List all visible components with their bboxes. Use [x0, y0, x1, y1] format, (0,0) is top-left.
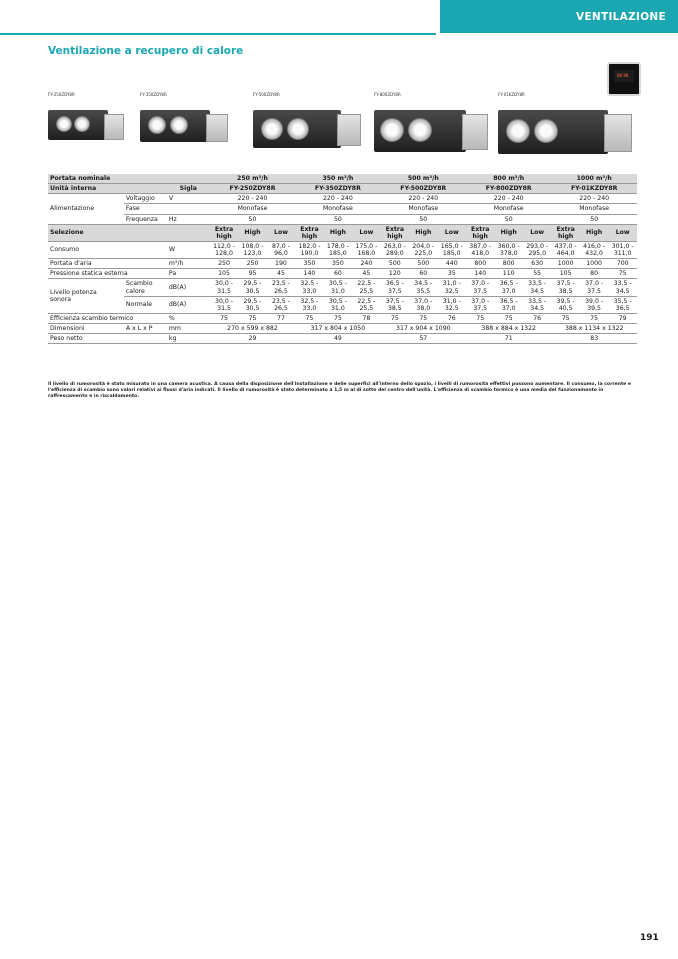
product-label: FY-800ZDY8R — [374, 92, 401, 97]
remote-controller-image — [607, 62, 641, 96]
product-label: FY-350ZDY8R — [140, 92, 167, 97]
row-efficienza: Efficienza scambio termico % 75 75 77 75 75 78 75 75 76 75 75 76 75 75 79 — [48, 313, 637, 323]
row-voltaggio: Alimentazione Voltaggio V 220 - 240 220 - 240 220 - 240 220 - 240 220 - 240 — [48, 194, 637, 204]
row-unita-interna: Unità interna Sigla FY-250ZDY8R FY-350ZDY8R FY-500ZDY8R FY-800ZDY8R FY-01KZDY8R — [48, 184, 637, 194]
row-consumo: Consumo W 112,0 - 128,0 108,0 - 123,0 87,0 - 96,0 182,0 - 190,0 178,0 - 185,0 175,0 - 168,0 263,0 - 289,0 204,0 - 225,0 165,0 - 185,0 387,0 - 418,0 360,0 - 378,0 293,0 - 295,0 437,0 - 464,0 416,0 - 432,0 301,0 - 311,0 — [48, 241, 637, 258]
row-livello-scambio: Livello potenza sonora Scambio calore dB(A) 30,0 - 31,5 29,5 - 30,5 23,5 - 26,5 32,5 - 33,0 30,5 - 31,0 22,5 - 25,5 36,5 - 37,5 34,5 - 35,5 31,0 - 32,5 37,0 - 37,5 36,5 - 37,0 33,5 - 34,5 37,5 - 38,5 37,0 - 37,5 33,5 - 34,5 — [48, 279, 637, 296]
row-portata-nominale: Portata nominale 250 m³/h 350 m³/h 500 m³/h 800 m³/h 1000 m³/h — [48, 174, 637, 184]
category-tab — [440, 0, 678, 33]
row-frequenza: Frequenza Hz 50 50 50 50 50 — [48, 214, 637, 224]
product-image-2 — [140, 92, 230, 146]
footnote: Il livello di rumorosità è stato misurato in una camera acustica. A causa della disposizione dell'installazione e delle superfici all'interno dello spazio, i livelli di rumorosità effettivi possono aumentare. Il consumo, la corrente e l'efficienza di scambio sono valori relativi ai flussi d'aria indicati. Il livello di rumorosità è stato determinato a 1,5 m al di sotto del centro dell'unità. L'efficienza di scambio termico è una media del funzionamento in raffrescamento e in riscaldamento. — [48, 382, 632, 400]
row-portata-aria: Portata d'aria m³/h 250 250 190 350 350 240 500 500 440 800 800 630 1000 1000 700 — [48, 259, 637, 269]
page-number: 191 — [640, 933, 659, 943]
product-label: FY-250ZDY8R — [48, 92, 75, 97]
row-livello-normale: Normale dB(A) 30,0 - 31,5 29,5 - 30,5 23,5 - 26,5 32,5 - 33,0 30,5 - 31,0 22,5 - 25,5 37,5 - 38,5 37,0 - 38,0 31,0 - 32,5 37,0 - 37,5 36,5 - 37,0 33,5 - 34,5 39,5 - 40,5 39,0 - 39,5 35,5 - 36,5 — [48, 296, 637, 313]
product-image-1 — [48, 92, 128, 144]
category-label: VENTILAZIONE — [576, 10, 666, 23]
row-pressione: Pressione statica esterna Pa 105 95 45 140 60 45 120 60 35 140 110 55 105 80 75 — [48, 269, 637, 279]
product-image-3 — [253, 92, 365, 152]
row-peso: Peso netto kg 29 49 57 71 83 — [48, 334, 637, 344]
product-image-4 — [374, 92, 490, 156]
header-rule — [0, 33, 436, 35]
product-image-5 — [498, 92, 634, 158]
product-label: FY-500ZDY8R — [253, 92, 280, 97]
remote-screen-text: 88 88 — [617, 73, 629, 78]
section-title: Ventilazione a recupero di calore — [48, 45, 244, 57]
row-selezione: Selezione Extra high High Low Extra high High Low Extra high High Low Extra high High Low Extra high High Low — [48, 224, 637, 241]
spec-table — [48, 174, 637, 344]
row-dimensioni: Dimensioni A x L x P mm 270 x 599 x 882 317 x 804 x 1050 317 x 904 x 1090 388 x 884 x 1322 388 x 1134 x 1322 — [48, 324, 637, 334]
row-fase: Fase Monofase Monofase Monofase Monofase Monofase — [48, 204, 637, 214]
product-label: FY-01KZDY8R — [498, 92, 525, 97]
